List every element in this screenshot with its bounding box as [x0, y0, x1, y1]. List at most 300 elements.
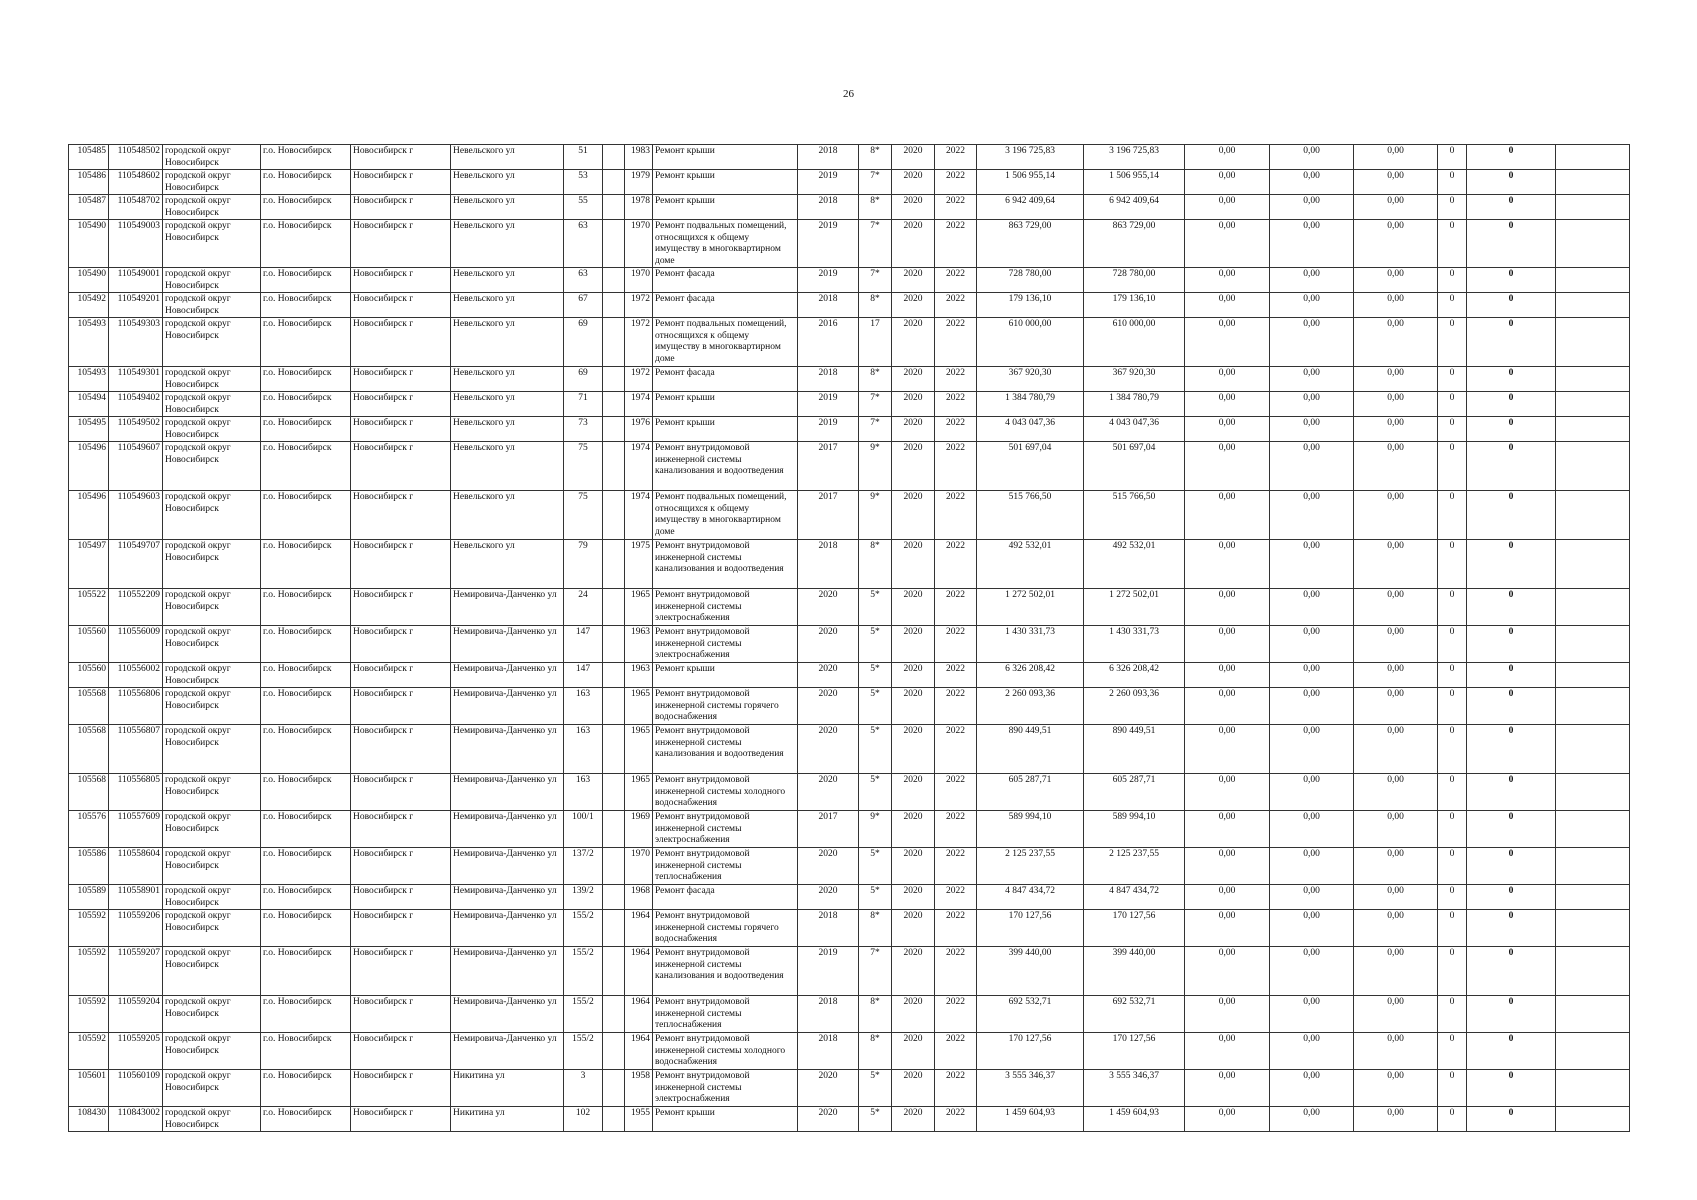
row-street: Немировича-Данченко ул — [451, 811, 564, 848]
row-house: 53 — [564, 170, 603, 195]
row-house: 147 — [564, 626, 603, 663]
row-city: Новосибирск г — [351, 1107, 451, 1132]
table-row — [69, 392, 1630, 417]
row-extra — [603, 589, 625, 626]
row-house: 163 — [564, 774, 603, 811]
table-row — [69, 910, 1630, 947]
row-district: г.о. Новосибирск — [261, 1070, 351, 1107]
row-district: г.о. Новосибирск — [261, 1107, 351, 1132]
row-value-3: 0,00 — [1354, 848, 1438, 885]
row-value-3: 0,00 — [1354, 996, 1438, 1033]
row-code: 110549303 — [109, 318, 163, 367]
row-start-year: 2020 — [892, 417, 935, 442]
row-total-cost: 170 127,56 — [977, 1033, 1084, 1070]
row-count-1: 0 — [1438, 491, 1467, 540]
row-value-3: 0,00 — [1354, 688, 1438, 725]
row-value-3: 0,00 — [1354, 663, 1438, 688]
row-category: 5* — [859, 1070, 892, 1107]
row-total-cost: 1 506 955,14 — [977, 170, 1084, 195]
row-work: Ремонт внутридомовой инженерной системы электроснабжения — [653, 589, 798, 626]
row-municipality: городской округ Новосибирск — [163, 491, 261, 540]
row-id: 105592 — [69, 910, 109, 947]
row-city: Новосибирск г — [351, 848, 451, 885]
row-work: Ремонт подвальных помещений, относящихся к общему имуществу в многоквартирном доме — [653, 491, 798, 540]
row-category: 7* — [859, 947, 892, 996]
row-year: 1958 — [625, 1070, 653, 1107]
row-count-1: 0 — [1438, 589, 1467, 626]
row-code: 110552209 — [109, 589, 163, 626]
row-extra — [603, 145, 625, 170]
row-fund-cost: 170 127,56 — [1084, 910, 1185, 947]
row-house: 75 — [564, 442, 603, 491]
row-fund-cost: 501 697,04 — [1084, 442, 1185, 491]
row-street: Невельского ул — [451, 268, 564, 293]
row-code: 110558604 — [109, 848, 163, 885]
row-count-1: 0 — [1438, 442, 1467, 491]
row-code: 110549003 — [109, 220, 163, 268]
row-extra — [603, 885, 625, 910]
row-category: 7* — [859, 170, 892, 195]
row-district: г.о. Новосибирск — [261, 367, 351, 392]
row-value-2: 0,00 — [1270, 910, 1354, 947]
row-value-2: 0,00 — [1270, 688, 1354, 725]
row-code: 110548502 — [109, 145, 163, 170]
row-street: Невельского ул — [451, 293, 564, 318]
row-street: Никитина ул — [451, 1070, 564, 1107]
row-end-year: 2022 — [935, 293, 977, 318]
row-total-cost: 4 043 047,36 — [977, 417, 1084, 442]
row-value-1: 0,00 — [1185, 589, 1270, 626]
row-plan-year: 2019 — [798, 392, 859, 417]
row-plan-year: 2017 — [798, 491, 859, 540]
row-value-3: 0,00 — [1354, 811, 1438, 848]
row-count-2: 0 — [1467, 774, 1556, 811]
row-city: Новосибирск г — [351, 663, 451, 688]
row-value-1: 0,00 — [1185, 910, 1270, 947]
row-house: 63 — [564, 268, 603, 293]
row-plan-year: 2020 — [798, 885, 859, 910]
row-value-3: 0,00 — [1354, 1033, 1438, 1070]
row-code: 110556807 — [109, 725, 163, 774]
row-plan-year: 2017 — [798, 442, 859, 491]
row-value-3: 0,00 — [1354, 442, 1438, 491]
row-work: Ремонт фасада — [653, 885, 798, 910]
row-count-1: 0 — [1438, 947, 1467, 996]
row-house: 139/2 — [564, 885, 603, 910]
row-count-1: 0 — [1438, 268, 1467, 293]
row-value-3: 0,00 — [1354, 392, 1438, 417]
table-row — [69, 688, 1630, 725]
row-note — [1556, 220, 1630, 268]
row-street: Невельского ул — [451, 220, 564, 268]
row-count-1: 0 — [1438, 996, 1467, 1033]
row-year: 1970 — [625, 848, 653, 885]
row-code: 110556009 — [109, 626, 163, 663]
row-code: 110549603 — [109, 491, 163, 540]
row-district: г.о. Новосибирск — [261, 318, 351, 367]
row-work: Ремонт внутридомовой инженерной системы горячего водоснабжения — [653, 910, 798, 947]
row-note — [1556, 195, 1630, 220]
row-count-1: 0 — [1438, 540, 1467, 589]
row-value-2: 0,00 — [1270, 318, 1354, 367]
table-row — [69, 540, 1630, 589]
row-city: Новосибирск г — [351, 725, 451, 774]
row-extra — [603, 848, 625, 885]
row-end-year: 2022 — [935, 688, 977, 725]
row-count-2: 0 — [1467, 885, 1556, 910]
row-count-2: 0 — [1467, 268, 1556, 293]
row-id: 105560 — [69, 626, 109, 663]
row-year: 1976 — [625, 417, 653, 442]
row-year: 1983 — [625, 145, 653, 170]
row-note — [1556, 996, 1630, 1033]
row-end-year: 2022 — [935, 589, 977, 626]
row-fund-cost: 1 384 780,79 — [1084, 392, 1185, 417]
row-count-1: 0 — [1438, 725, 1467, 774]
row-end-year: 2022 — [935, 417, 977, 442]
row-city: Новосибирск г — [351, 442, 451, 491]
row-municipality: городской округ Новосибирск — [163, 540, 261, 589]
row-plan-year: 2020 — [798, 688, 859, 725]
row-plan-year: 2019 — [798, 268, 859, 293]
row-extra — [603, 367, 625, 392]
row-code: 110548602 — [109, 170, 163, 195]
row-start-year: 2020 — [892, 589, 935, 626]
row-street: Немировича-Данченко ул — [451, 688, 564, 725]
row-value-2: 0,00 — [1270, 442, 1354, 491]
row-street: Немировича-Данченко ул — [451, 1033, 564, 1070]
row-id: 105494 — [69, 392, 109, 417]
row-category: 8* — [859, 367, 892, 392]
row-fund-cost: 4 043 047,36 — [1084, 417, 1185, 442]
row-district: г.о. Новосибирск — [261, 220, 351, 268]
row-end-year: 2022 — [935, 268, 977, 293]
row-start-year: 2020 — [892, 1107, 935, 1132]
row-value-2: 0,00 — [1270, 725, 1354, 774]
row-value-3: 0,00 — [1354, 540, 1438, 589]
row-id: 105490 — [69, 268, 109, 293]
row-city: Новосибирск г — [351, 293, 451, 318]
row-fund-cost: 2 260 093,36 — [1084, 688, 1185, 725]
row-start-year: 2020 — [892, 885, 935, 910]
row-note — [1556, 145, 1630, 170]
row-end-year: 2022 — [935, 1070, 977, 1107]
row-note — [1556, 1070, 1630, 1107]
row-count-1: 0 — [1438, 663, 1467, 688]
table-row — [69, 626, 1630, 663]
row-category: 5* — [859, 663, 892, 688]
row-count-1: 0 — [1438, 195, 1467, 220]
row-note — [1556, 1107, 1630, 1132]
row-district: г.о. Новосибирск — [261, 996, 351, 1033]
row-category: 5* — [859, 688, 892, 725]
row-value-1: 0,00 — [1185, 417, 1270, 442]
row-end-year: 2022 — [935, 170, 977, 195]
row-end-year: 2022 — [935, 367, 977, 392]
row-extra — [603, 293, 625, 318]
row-value-3: 0,00 — [1354, 293, 1438, 318]
row-work: Ремонт внутридомовой инженерной системы теплоснабжения — [653, 848, 798, 885]
row-count-1: 0 — [1438, 318, 1467, 367]
row-id: 105589 — [69, 885, 109, 910]
row-code: 110559207 — [109, 947, 163, 996]
row-count-1: 0 — [1438, 392, 1467, 417]
row-extra — [603, 1033, 625, 1070]
row-code: 110556805 — [109, 774, 163, 811]
row-street: Невельского ул — [451, 367, 564, 392]
row-id: 105485 — [69, 145, 109, 170]
row-extra — [603, 626, 625, 663]
row-count-2: 0 — [1467, 1107, 1556, 1132]
row-city: Новосибирск г — [351, 626, 451, 663]
row-id: 105495 — [69, 417, 109, 442]
row-value-3: 0,00 — [1354, 1070, 1438, 1107]
row-fund-cost: 515 766,50 — [1084, 491, 1185, 540]
row-house: 3 — [564, 1070, 603, 1107]
row-fund-cost: 605 287,71 — [1084, 774, 1185, 811]
row-municipality: городской округ Новосибирск — [163, 848, 261, 885]
row-house: 100/1 — [564, 811, 603, 848]
row-city: Новосибирск г — [351, 145, 451, 170]
row-value-1: 0,00 — [1185, 725, 1270, 774]
row-street: Немировича-Данченко ул — [451, 996, 564, 1033]
row-extra — [603, 442, 625, 491]
row-value-1: 0,00 — [1185, 848, 1270, 885]
row-city: Новосибирск г — [351, 540, 451, 589]
row-end-year: 2022 — [935, 910, 977, 947]
row-house: 155/2 — [564, 1033, 603, 1070]
row-note — [1556, 318, 1630, 367]
row-year: 1972 — [625, 367, 653, 392]
row-plan-year: 2019 — [798, 417, 859, 442]
row-total-cost: 3 555 346,37 — [977, 1070, 1084, 1107]
row-code: 110559204 — [109, 996, 163, 1033]
row-end-year: 2022 — [935, 1107, 977, 1132]
row-district: г.о. Новосибирск — [261, 417, 351, 442]
row-city: Новосибирск г — [351, 885, 451, 910]
row-start-year: 2020 — [892, 195, 935, 220]
row-district: г.о. Новосибирск — [261, 293, 351, 318]
table-row — [69, 725, 1630, 774]
row-id: 105496 — [69, 442, 109, 491]
row-end-year: 2022 — [935, 220, 977, 268]
row-start-year: 2020 — [892, 318, 935, 367]
row-value-2: 0,00 — [1270, 392, 1354, 417]
row-year: 1964 — [625, 996, 653, 1033]
table-row — [69, 170, 1630, 195]
row-fund-cost: 589 994,10 — [1084, 811, 1185, 848]
row-district: г.о. Новосибирск — [261, 811, 351, 848]
row-city: Новосибирск г — [351, 1070, 451, 1107]
row-start-year: 2020 — [892, 367, 935, 392]
row-total-cost: 692 532,71 — [977, 996, 1084, 1033]
row-plan-year: 2019 — [798, 170, 859, 195]
row-municipality: городской округ Новосибирск — [163, 1107, 261, 1132]
row-house: 71 — [564, 392, 603, 417]
row-year: 1965 — [625, 774, 653, 811]
row-year: 1975 — [625, 540, 653, 589]
row-extra — [603, 540, 625, 589]
row-category: 5* — [859, 626, 892, 663]
row-plan-year: 2018 — [798, 145, 859, 170]
row-code: 110560109 — [109, 1070, 163, 1107]
table-row — [69, 589, 1630, 626]
row-street: Невельского ул — [451, 318, 564, 367]
row-house: 155/2 — [564, 947, 603, 996]
row-id: 105492 — [69, 293, 109, 318]
row-value-1: 0,00 — [1185, 947, 1270, 996]
row-code: 110549001 — [109, 268, 163, 293]
row-code: 110556806 — [109, 688, 163, 725]
row-street: Невельского ул — [451, 195, 564, 220]
row-category: 7* — [859, 417, 892, 442]
row-plan-year: 2018 — [798, 540, 859, 589]
row-note — [1556, 442, 1630, 491]
row-note — [1556, 268, 1630, 293]
row-total-cost: 1 459 604,93 — [977, 1107, 1084, 1132]
row-year: 1963 — [625, 626, 653, 663]
row-value-2: 0,00 — [1270, 1107, 1354, 1132]
row-value-3: 0,00 — [1354, 725, 1438, 774]
row-end-year: 2022 — [935, 725, 977, 774]
row-house: 69 — [564, 367, 603, 392]
row-year: 1979 — [625, 170, 653, 195]
row-district: г.о. Новосибирск — [261, 725, 351, 774]
row-category: 5* — [859, 774, 892, 811]
row-note — [1556, 491, 1630, 540]
row-value-1: 0,00 — [1185, 392, 1270, 417]
row-year: 1963 — [625, 663, 653, 688]
row-street: Немировича-Данченко ул — [451, 589, 564, 626]
row-value-1: 0,00 — [1185, 442, 1270, 491]
row-value-3: 0,00 — [1354, 947, 1438, 996]
row-start-year: 2020 — [892, 145, 935, 170]
row-count-1: 0 — [1438, 811, 1467, 848]
row-code: 110559206 — [109, 910, 163, 947]
row-category: 8* — [859, 1033, 892, 1070]
row-start-year: 2020 — [892, 811, 935, 848]
table-row — [69, 663, 1630, 688]
row-extra — [603, 996, 625, 1033]
row-start-year: 2020 — [892, 848, 935, 885]
row-house: 163 — [564, 688, 603, 725]
row-street: Немировича-Данченко ул — [451, 885, 564, 910]
row-start-year: 2020 — [892, 725, 935, 774]
row-end-year: 2022 — [935, 663, 977, 688]
row-house: 24 — [564, 589, 603, 626]
row-plan-year: 2017 — [798, 811, 859, 848]
table-row — [69, 491, 1630, 540]
row-end-year: 2022 — [935, 392, 977, 417]
row-category: 7* — [859, 220, 892, 268]
row-value-1: 0,00 — [1185, 996, 1270, 1033]
row-city: Новосибирск г — [351, 688, 451, 725]
row-value-3: 0,00 — [1354, 774, 1438, 811]
row-note — [1556, 885, 1630, 910]
row-district: г.о. Новосибирск — [261, 947, 351, 996]
row-total-cost: 492 532,01 — [977, 540, 1084, 589]
row-work: Ремонт внутридомовой инженерной системы горячего водоснабжения — [653, 688, 798, 725]
row-fund-cost: 863 729,00 — [1084, 220, 1185, 268]
row-plan-year: 2018 — [798, 910, 859, 947]
row-value-1: 0,00 — [1185, 268, 1270, 293]
row-start-year: 2020 — [892, 540, 935, 589]
row-extra — [603, 774, 625, 811]
row-value-1: 0,00 — [1185, 1107, 1270, 1132]
row-category: 5* — [859, 848, 892, 885]
row-count-2: 0 — [1467, 491, 1556, 540]
row-end-year: 2022 — [935, 848, 977, 885]
row-fund-cost: 3 196 725,83 — [1084, 145, 1185, 170]
row-year: 1978 — [625, 195, 653, 220]
row-year: 1972 — [625, 318, 653, 367]
row-end-year: 2022 — [935, 996, 977, 1033]
row-count-2: 0 — [1467, 170, 1556, 195]
row-note — [1556, 848, 1630, 885]
row-value-3: 0,00 — [1354, 145, 1438, 170]
row-year: 1972 — [625, 293, 653, 318]
row-category: 9* — [859, 811, 892, 848]
row-end-year: 2022 — [935, 318, 977, 367]
row-total-cost: 1 272 502,01 — [977, 589, 1084, 626]
row-note — [1556, 626, 1630, 663]
table-row — [69, 774, 1630, 811]
row-work: Ремонт крыши — [653, 170, 798, 195]
row-extra — [603, 725, 625, 774]
row-year: 1974 — [625, 442, 653, 491]
row-city: Новосибирск г — [351, 996, 451, 1033]
row-value-2: 0,00 — [1270, 268, 1354, 293]
table-row — [69, 318, 1630, 367]
row-fund-cost: 6 942 409,64 — [1084, 195, 1185, 220]
row-house: 79 — [564, 540, 603, 589]
table-row — [69, 811, 1630, 848]
row-code: 110559205 — [109, 1033, 163, 1070]
row-plan-year: 2018 — [798, 195, 859, 220]
row-fund-cost: 3 555 346,37 — [1084, 1070, 1185, 1107]
row-city: Новосибирск г — [351, 910, 451, 947]
row-category: 9* — [859, 442, 892, 491]
row-year: 1974 — [625, 491, 653, 540]
row-start-year: 2020 — [892, 996, 935, 1033]
row-code: 110557609 — [109, 811, 163, 848]
row-end-year: 2022 — [935, 491, 977, 540]
row-district: г.о. Новосибирск — [261, 688, 351, 725]
row-year: 1964 — [625, 1033, 653, 1070]
row-category: 8* — [859, 195, 892, 220]
row-fund-cost: 492 532,01 — [1084, 540, 1185, 589]
row-note — [1556, 367, 1630, 392]
row-district: г.о. Новосибирск — [261, 540, 351, 589]
row-category: 5* — [859, 1107, 892, 1132]
table-row — [69, 947, 1630, 996]
row-work: Ремонт крыши — [653, 417, 798, 442]
row-municipality: городской округ Новосибирск — [163, 1070, 261, 1107]
row-extra — [603, 392, 625, 417]
row-value-2: 0,00 — [1270, 589, 1354, 626]
row-total-cost: 589 994,10 — [977, 811, 1084, 848]
row-start-year: 2020 — [892, 268, 935, 293]
row-end-year: 2022 — [935, 442, 977, 491]
row-plan-year: 2020 — [798, 589, 859, 626]
row-code: 110558901 — [109, 885, 163, 910]
row-id: 105592 — [69, 1033, 109, 1070]
table-row — [69, 145, 1630, 170]
row-extra — [603, 220, 625, 268]
row-work: Ремонт внутридомовой инженерной системы холодного водоснабжения — [653, 1033, 798, 1070]
row-plan-year: 2020 — [798, 1070, 859, 1107]
row-id: 105493 — [69, 367, 109, 392]
